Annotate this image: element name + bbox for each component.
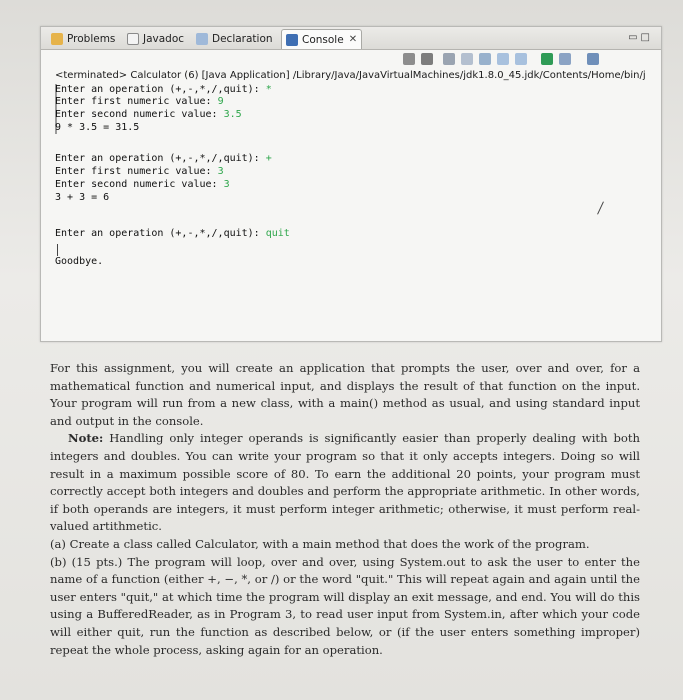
mouse-ibeam — [597, 201, 604, 214]
console-line: Enter first numeric value: 9 — [55, 96, 224, 107]
problems-icon — [51, 33, 63, 45]
item-b: (b) (15 pts.) The program will loop, over and over, using System.out to ask the user to enter the name of a function (either +, −, *, or /) or the word "quit." This will repeat again and again until the user enters "quit," at which time the program will display an exit message, and end. You will do this using a BufferedReader, as in Program 3, to read user input from System.in, after which your code will either quit, run the function as described below, or (if the user enters something improper) repeat the whole process, asking again for an operation. — [50, 554, 640, 657]
show-stdout-icon[interactable] — [497, 53, 509, 65]
window-controls[interactable] — [628, 32, 653, 43]
tab-problems[interactable] — [51, 30, 115, 47]
console-line: Goodbye. — [55, 256, 104, 267]
close-icon[interactable]: ✕ — [348, 34, 358, 45]
remove-all-terminated-icon[interactable] — [421, 53, 433, 65]
word-wrap-icon[interactable] — [479, 53, 491, 65]
eclipse-console-view — [40, 26, 662, 342]
view-tab-bar — [41, 27, 661, 50]
open-console-icon[interactable] — [587, 53, 599, 65]
console-icon — [286, 34, 298, 46]
console-line: 9 * 3.5 = 31.5 — [55, 122, 140, 133]
tab-javadoc[interactable] — [127, 30, 184, 47]
console-line: Enter an operation (+,-,*,/,quit): + — [55, 153, 272, 164]
tab-declaration[interactable] — [196, 30, 273, 47]
intro-paragraph: For this assignment, you will create an application that prompts the user, over and over, for a mathematical function and numerical input, and displays the result of that function on the input. Your program will run from a new class, with a main() method as usual, and using standard input and output in the console. — [50, 361, 640, 428]
pin-console-icon[interactable] — [541, 53, 553, 65]
minimize-icon[interactable]: ▭ — [628, 32, 641, 43]
console-line: Enter second numeric value: 3.5 — [55, 109, 242, 120]
console-line: Enter first numeric value: 3 — [55, 166, 224, 177]
display-console-icon[interactable] — [559, 53, 571, 65]
tab-javadoc-label: Javadoc — [143, 32, 185, 45]
note-paragraph: Note: Handling only integer operands is significantly easier than properly dealing with both integers and doubles. You can write your program so that it only accepts integers. Doing so will result in a maximum possible score of 80. To earn the additional 20 points, your program must correctly accept both integers and doubles and perform the appropriate arithmetic. In other words, if both operands are integers, it must perform integer arithmetic; otherwise, it must perform real-valued artithmetic. — [50, 431, 640, 534]
item-a: (a) Create a class called Calculator, with a main method that does the work of the program. — [50, 536, 590, 551]
show-stderr-icon[interactable] — [515, 53, 527, 65]
text-cursor — [57, 244, 58, 256]
console-toolbar — [41, 50, 661, 70]
maximize-icon[interactable]: □ — [640, 32, 653, 43]
tab-console[interactable] — [281, 29, 362, 49]
clear-console-icon[interactable] — [443, 53, 455, 65]
scroll-lock-icon[interactable] — [461, 53, 473, 65]
console-line: Enter an operation (+,-,*,/,quit): quit — [55, 228, 290, 239]
tab-problems-label: Problems — [67, 32, 116, 45]
terminated-status: <terminated> Calculator (6) [Java Application] /Library/Java/JavaVirtualMachines/jdk1.8.0_45.jdk/Contents/Home/bin/j — [55, 70, 646, 81]
console-line: 3 + 3 = 6 — [55, 192, 110, 203]
javadoc-icon — [127, 33, 139, 45]
declaration-icon — [196, 33, 208, 45]
console-line: Enter an operation (+,-,*,/,quit): * — [55, 84, 272, 95]
terminate-icon[interactable] — [403, 53, 415, 65]
assignment-text — [50, 360, 640, 659]
tab-console-label: Console — [302, 33, 344, 46]
console-output[interactable] — [55, 84, 653, 334]
tab-declaration-label: Declaration — [212, 32, 273, 45]
console-line: Enter second numeric value: 3 — [55, 179, 230, 190]
